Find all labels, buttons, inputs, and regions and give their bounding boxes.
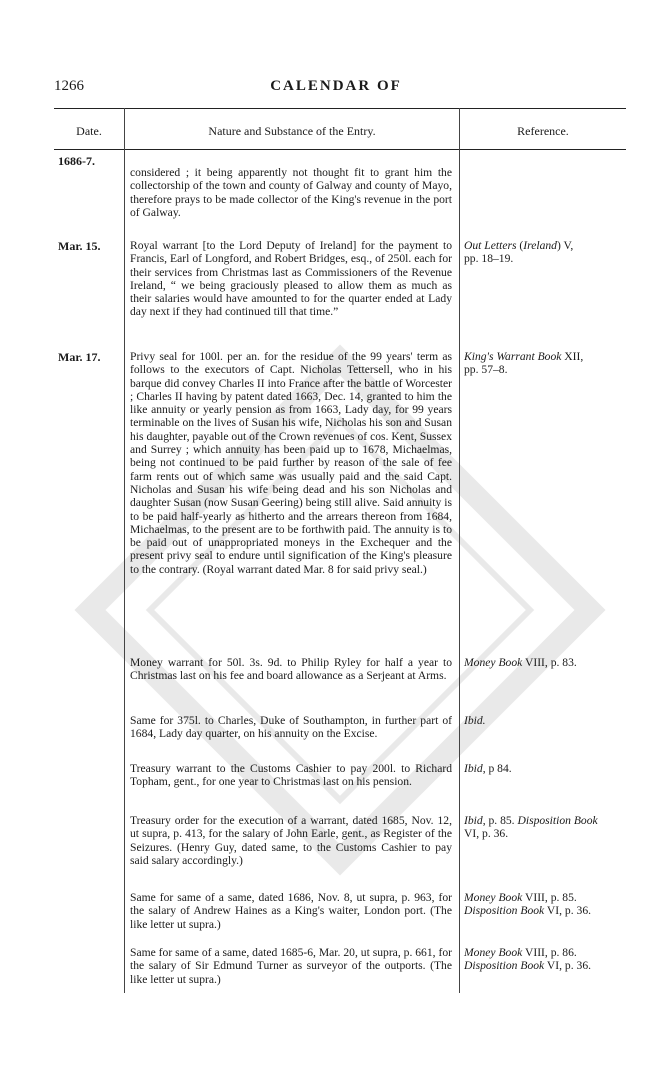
table-top-rule <box>54 108 626 109</box>
entry-text: considered ; it being apparently not thought fit to grant him the collectorship of the town and county of Galway and county of Mayo, therefore prays to be made collector of the King's revenue in the port of Galway. <box>130 166 452 219</box>
entry-reference: Ibid. <box>464 714 486 727</box>
entry-text: Same for 375l. to Charles, Duke of Southampton, in further part of 1684, Lady day quarter, on his annuity on the Excise. <box>130 714 452 741</box>
column-header-nature: Nature and Substance of the Entry. <box>208 124 376 138</box>
column-divider-reference <box>459 108 460 993</box>
entry-reference: Money Book VIII, p. 85. Disposition Book VI, p. 36. <box>464 891 592 918</box>
entry-reference: Money Book VIII, p. 86. Disposition Book VI, p. 36. <box>464 946 592 973</box>
column-header-reference: Reference. <box>517 124 569 138</box>
entry-text: Privy seal for 100l. per an. for the residue of the 99 years' term as follows to the executors of Capt. Nicholas Tettersell, who in his barque did convey Charles II into France after the battle of Worcester ; Charles II having by patent dated 1663, Dec. 14, granted to him the like annuity or yearly pension as from 1663, Lady day, for 99 years terminable on the lives of Susan his wife, Nicholas his son and Susan his daughter, payable out of the Crown revenues of cos. Kent, Sussex and Surrey ; which annuity has been paid up to 1678, Michaelmas, being not continued to be paid further by reason of the sale of fee farm rents out of which same was usually paid and the said Capt. Nicholas and Susan his wife being dead and his son Nicholas and daughter Susan (now Susan Geering) being still alive. Said annuity is to be paid half-yearly as hitherto and the arrears thereon from 1684, Michaelmas, to the present are to be forthwith paid. The annuity is to be paid out of unappropriated moneys in the Exchequer and the present privy seal to endure until signification of the King's pleasure to the contrary. (Royal warrant dated Mar. 8 for said privy seal.) <box>130 350 452 576</box>
entry-text: Same for same of a same, dated 1686, Nov. 8, ut supra, p. 963, for the salary of Andrew Haines as a King's waiter, London port. (The like letter ut supra.) <box>130 891 452 931</box>
year-label: 1686-7. <box>58 154 95 168</box>
entry-reference: Out Letters (Ireland) V, pp. 18–19. <box>464 239 574 266</box>
entry-reference: Ibid, p. 85. Disposition Book VI, p. 36. <box>464 814 598 841</box>
entry-reference: Ibid, p 84. <box>464 762 512 775</box>
entry-text: Treasury order for the execution of a warrant, dated 1685, Nov. 12, ut supra, p. 413, for the salary of John Earle, gent., as Register of the Seizures. (Henry Guy, dated same, to the Customs Cashier to pay said salary accordingly.) <box>130 814 452 867</box>
column-header-date: Date. <box>76 124 102 138</box>
table-header-rule <box>54 149 626 150</box>
entry-date: Mar. 17. <box>58 350 101 364</box>
column-divider-date <box>124 108 125 993</box>
entry-text: Same for same of a same, dated 1685-6, Mar. 20, ut supra, p. 661, for the salary of Sir Edmund Turner as surveyor of the outports. (The like letter ut supra.) <box>130 946 452 986</box>
entry-date: Mar. 15. <box>58 239 101 253</box>
entry-text: Treasury warrant to the Customs Cashier to pay 200l. to Richard Topham, gent., for one year to Christmas last on his pension. <box>130 762 452 789</box>
entry-text: Royal warrant [to the Lord Deputy of Ireland] for the payment to Francis, Earl of Longford, and Robert Bridges, esq., of 250l. each for their services from Christmas last as Commissioners of the Revenue Ireland, “ we being graciously pleased to allow them as much as their salaries would have amounted to for the quarter ended at Lady day next if they had continued till that time.” <box>130 239 452 319</box>
page-number: 1266 <box>54 78 84 94</box>
entry-text: Money warrant for 50l. 3s. 9d. to Philip Ryley for half a year to Christmas last on his fee and board allowance as a Serjeant at Arms. <box>130 656 452 683</box>
entry-reference: King's Warrant Book XII, pp. 57–8. <box>464 350 584 377</box>
running-title: CALENDAR OF <box>270 78 402 94</box>
entry-reference: Money Book VIII, p. 83. <box>464 656 577 669</box>
